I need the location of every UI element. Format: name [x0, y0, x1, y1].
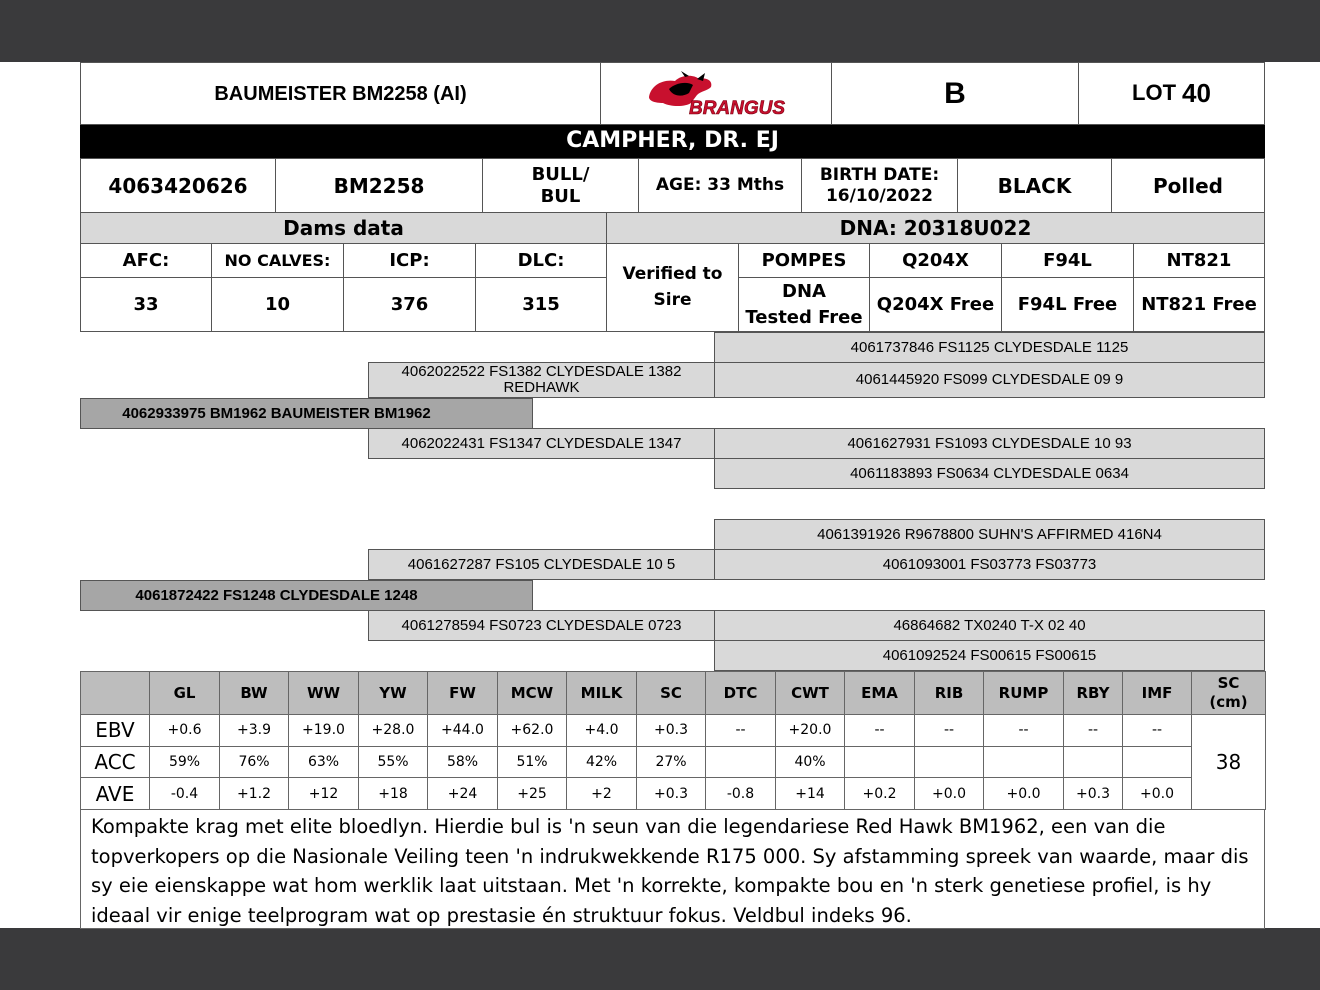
cell: +0.0 [984, 778, 1064, 810]
pedigree-sire-sire: 4062022522 FS1382 CLYDESDALE 1382 REDHAWK [368, 362, 715, 398]
dna-title: DNA: 20318U022 [606, 212, 1265, 244]
pedigree-dam-sire: 4061627287 FS105 CLYDESDALE 10 5 [368, 549, 715, 580]
cell: 59% [150, 746, 220, 778]
cell: 40% [776, 746, 845, 778]
header-ww: WW [289, 672, 359, 715]
cell: +0.0 [915, 778, 984, 810]
pompes-header: POMPES [738, 243, 870, 278]
cell: +2 [567, 778, 637, 810]
description-text: Kompakte krag met elite bloedlyn. Hierdie bul is 'n seun van die legendariese Red Hawk BM1962, een van die topverkopers op die Nasionale Veiling teen 'n indrukwekkende R175 000. Sy afstamming spreek van waarde, maar dis sy eie eienskappe wat hom werklik laat uitstaan. Met 'n korrekte, kompakte bou en 'n sterk genetiese profiel, is hy ideaal vir enige teelprogram wat op prestasie én struktuur fokus. Veldbul indeks 96. [80, 809, 1265, 929]
header-rib: RIB [915, 672, 984, 715]
sex-label: BULL/ BUL [482, 158, 639, 213]
cell: +0.3 [1064, 778, 1123, 810]
cell: 42% [567, 746, 637, 778]
dlc-header: DLC: [475, 243, 607, 278]
row-label: EBV [81, 715, 150, 747]
cell [915, 746, 984, 778]
cell: 27% [637, 746, 706, 778]
cell: +19.0 [289, 715, 359, 747]
pedigree-sire: 4062933975 BM1962 BAUMEISTER BM1962 [80, 398, 533, 429]
nt821-header: NT821 [1133, 243, 1265, 278]
cell [845, 746, 915, 778]
pedigree-dam-dam: 4061278594 FS0723 CLYDESDALE 0723 [368, 610, 715, 641]
pedigree-dam-dam-sire: 46864682 TX0240 T-X 02 40 [714, 610, 1265, 641]
cell [1123, 746, 1192, 778]
birth-date: BIRTH DATE: 16/10/2022 [801, 158, 958, 213]
header-dtc: DTC [706, 672, 776, 715]
afc-value: 33 [80, 277, 212, 332]
cell: +24 [428, 778, 498, 810]
cell: +28.0 [359, 715, 428, 747]
cell: -- [915, 715, 984, 747]
pedigree-dam-dam-dam: 4061092524 FS00615 FS00615 [714, 640, 1265, 671]
cell: +62.0 [498, 715, 567, 747]
lot-label [1078, 62, 1265, 125]
dlc-value: 315 [475, 277, 607, 332]
acc-row [81, 746, 1266, 778]
cell: +4.0 [567, 715, 637, 747]
cell: +0.6 [150, 715, 220, 747]
cell: +0.3 [637, 715, 706, 747]
colour-label: BLACK [957, 158, 1112, 213]
ave-row [81, 778, 1266, 810]
cell: -- [706, 715, 776, 747]
pedigree-sire-dam-sire: 4061627931 FS1093 CLYDESDALE 10 93 [714, 428, 1265, 459]
f94l-value: F94L Free [1001, 277, 1134, 332]
ebv-row [81, 715, 1266, 747]
cell: -0.8 [706, 778, 776, 810]
dams-data-title: Dams data [80, 212, 607, 244]
pompes-value: DNA Tested Free [738, 277, 870, 332]
pedigree-sire-sire-sire: 4061737846 FS1125 CLYDESDALE 1125 [714, 332, 1265, 363]
cell: 58% [428, 746, 498, 778]
q204x-value: Q204X Free [869, 277, 1002, 332]
ebv-table [80, 671, 1266, 810]
header-ema: EMA [845, 672, 915, 715]
icp-header: ICP: [343, 243, 476, 278]
header-gl: GL [150, 672, 220, 715]
pedigree-dam: 4061872422 FS1248 CLYDESDALE 1248 [80, 580, 533, 611]
cell: 51% [498, 746, 567, 778]
pedigree-sire-sire-dam: 4061445920 FS099 CLYDESDALE 09 9 [714, 362, 1265, 398]
cell: -- [984, 715, 1064, 747]
pedigree-sire-dam: 4062022431 FS1347 CLYDESDALE 1347 [368, 428, 715, 459]
pedigree-dam-sire-dam: 4061093001 FS03773 FS03773 [714, 549, 1265, 580]
ebv-header-row [81, 672, 1266, 715]
cell: +14 [776, 778, 845, 810]
cell: +0.2 [845, 778, 915, 810]
cell: -- [1064, 715, 1123, 747]
horn-status: Polled [1111, 158, 1265, 213]
icp-value: 376 [343, 277, 476, 332]
no-calves-value: 10 [211, 277, 344, 332]
cell: -- [845, 715, 915, 747]
header-yw: YW [359, 672, 428, 715]
bull-logo-icon [641, 69, 791, 119]
row-label: ACC [81, 746, 150, 778]
cell: +0.3 [637, 778, 706, 810]
sc-cm-value: 38 [1192, 715, 1266, 810]
cell: +25 [498, 778, 567, 810]
header-rump: RUMP [984, 672, 1064, 715]
cell: 76% [220, 746, 289, 778]
animal-name: BAUMEISTER BM2258 (AI) [80, 62, 601, 125]
cell: +44.0 [428, 715, 498, 747]
lot-number: 40 [1182, 77, 1211, 108]
row-label: AVE [81, 778, 150, 810]
pedigree-dam-sire-sire: 4061391926 R9678800 SUHN'S AFFIRMED 416N4 [714, 519, 1265, 550]
pedigree-sire-dam-dam: 4061183893 FS0634 CLYDESDALE 0634 [714, 458, 1265, 489]
registration-number: 4063420626 [80, 158, 276, 213]
cell: +0.0 [1123, 778, 1192, 810]
header-sc: SC [637, 672, 706, 715]
header-cwt: CWT [776, 672, 845, 715]
cell: +18 [359, 778, 428, 810]
cell [706, 746, 776, 778]
cell: +12 [289, 778, 359, 810]
cell [1064, 746, 1123, 778]
header-mcw: MCW [498, 672, 567, 715]
grade-letter: B [831, 62, 1079, 125]
cell: -- [1123, 715, 1192, 747]
lot-prefix: LOT [1132, 80, 1177, 106]
header-sc-cm: SC (cm) [1192, 672, 1266, 715]
afc-header: AFC: [80, 243, 212, 278]
cell: -0.4 [150, 778, 220, 810]
header-fw: FW [428, 672, 498, 715]
q204x-header: Q204X [869, 243, 1002, 278]
header-bw: BW [220, 672, 289, 715]
verified-to-sire: Verified to Sire [606, 243, 739, 332]
cell: +20.0 [776, 715, 845, 747]
cell: 63% [289, 746, 359, 778]
ebv-corner [81, 672, 150, 715]
header-milk: MILK [567, 672, 637, 715]
cell: +3.9 [220, 715, 289, 747]
cell: +1.2 [220, 778, 289, 810]
nt821-value: NT821 Free [1133, 277, 1265, 332]
logo-text: BRANGUS [688, 97, 786, 119]
brangus-logo [600, 62, 832, 125]
cell: 55% [359, 746, 428, 778]
age-label: AGE: 33 Mths [638, 158, 802, 213]
header-imf: IMF [1123, 672, 1192, 715]
header-rby: RBY [1064, 672, 1123, 715]
tag-number: BM2258 [275, 158, 483, 213]
no-calves-header: NO CALVES: [211, 243, 344, 278]
breeder-name: CAMPHER, DR. EJ [80, 125, 1265, 158]
f94l-header: F94L [1001, 243, 1134, 278]
cell [984, 746, 1064, 778]
